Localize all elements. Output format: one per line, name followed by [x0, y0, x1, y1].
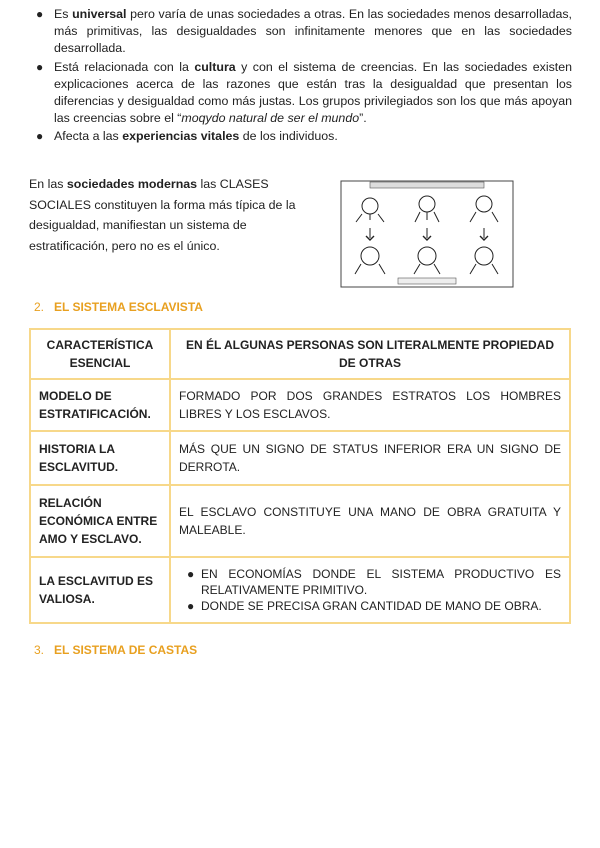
social-class-illustration	[340, 180, 514, 288]
table-row	[30, 379, 570, 431]
section-heading: 3. EL SISTEMA DE CASTAS	[34, 643, 198, 657]
slavery-table	[29, 328, 571, 624]
bullet-list	[36, 6, 572, 147]
bullet-icon: ●	[36, 7, 44, 21]
table-cell: HISTORIA LA ESCLAVITUD.	[30, 431, 170, 485]
list-item: ● Afecta a las experiencias vitales de los individuos.	[36, 128, 572, 145]
bullet-icon: ●	[36, 129, 44, 144]
list-item: ● Es universal pero varía de unas sociedades a otras. En las sociedades menos desarrolladas, más primitivas, las desigualdades son infinitamente menores que en las sociedades desarrollada.	[36, 7, 573, 56]
table-cell: LA ESCLAVITUD ES VALIOSA.	[30, 557, 170, 623]
list-item: ● DONDE SE PRECISA GRAN CANTIDAD DE MANO DE OBRA.	[187, 599, 542, 613]
list-item: ● EN ECONOMÍAS DONDE EL SISTEMA PRODUCTIVO ES RELATIVAMENTE PRIMITIVO.	[187, 567, 561, 597]
table-cell: MODELO DE ESTRATIFICACIÓN.	[30, 379, 170, 431]
value-list	[179, 566, 561, 614]
table-row	[30, 329, 570, 379]
intro-paragraph: En las sociedades modernas las CLASES SOCIALES constituyen la forma más típica de la desigualdad, manifiestan un sistema de estratificación, pero no es el único.	[29, 177, 296, 253]
list-item: ● Está relacionada con la cultura y con el sistema de creencias. En las sociedades existen explicaciones acerca de las razones que están tras la desigualdad que presentan los diferencias y desigualdad como más justas. Los grupos privilegiados son los que más apoyan las creencias sobre el “moqydo natural de ser el mundo”.	[36, 59, 573, 126]
table-cell: MÁS QUE UN SIGNO DE STATUS INFERIOR ERA UN SIGNO DE DERROTA.	[170, 431, 570, 485]
bullet-icon: ●	[36, 59, 44, 74]
table-row	[30, 431, 570, 485]
table-cell: RELACIÓN ECONÓMICA ENTRE AMO Y ESCLAVO.	[30, 485, 170, 557]
table-cell: EN ÉL ALGUNAS PERSONAS SON LITERALMENTE PROPIEDAD DE OTRAS	[170, 329, 570, 379]
bullet-icon: ●	[187, 599, 195, 613]
section-heading: 2. EL SISTEMA ESCLAVISTA	[34, 300, 203, 314]
table-row	[30, 485, 570, 557]
table-cell: FORMADO POR DOS GRANDES ESTRATOS LOS HOMBRES LIBRES Y LOS ESCLAVOS.	[170, 379, 570, 431]
table-cell: EL ESCLAVO CONSTITUYE UNA MANO DE OBRA GRATUITA Y MALEABLE.	[170, 485, 570, 557]
table-cell	[170, 557, 570, 623]
table-cell: CARACTERÍSTICA ESENCIAL	[30, 329, 170, 379]
bullet-icon: ●	[187, 567, 195, 581]
table-row	[30, 557, 570, 623]
